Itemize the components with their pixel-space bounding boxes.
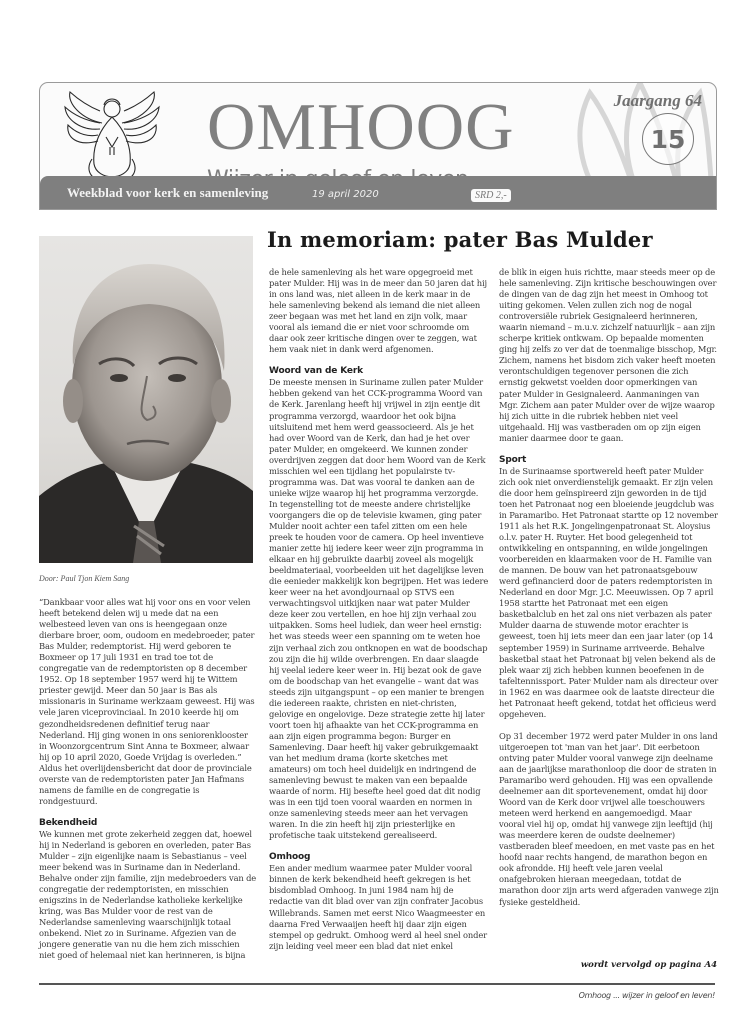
section-heading-bekendheid: Bekendheid bbox=[39, 817, 98, 828]
article-headline: In memoriam: pater Bas Mulder bbox=[267, 227, 653, 252]
issue-number-text: 15 bbox=[650, 124, 686, 154]
paragraph: de blik in eigen huis richtte, maar steeds meer op de hele samenleving. Zijn kritische beschouwingen over de dingen van de dag zijn het meest in Omhoog tot uiting gekomen. Velen zullen zich nog de nogal controversiële rubriek Gesignaleerd herinneren, waarin niemand – m.u.v. zichzelf natuurlijk – aan zijn scherpe kritiek ontkwam. Op bepaalde momenten ging hij zelfs zo ver dat de toenmalige bisschop, Mgr. Zichem, namens het bisdom zich vaker heeft moeten verontschuldigen tegenover personen die zich ernstig gekwetst voelden door opmerkingen van pater Mulder in Gesignaleerd. Aanmaningen van Mgr. Zichem aan pater Mulder over de wijze waarop hij zich uitte in die rubriek hebben niet veel uitgehaald. Hij was vastberaden om op zijn eigen manier daarmee door te gaan. bbox=[499, 267, 717, 443]
paragraph: De meeste mensen in Suriname zullen pater Mulder hebben gekend van het CCK-programma Woord van de Kerk. Jarenlang heeft hij vrijwel in zijn eentje dit programma verzorgd, waardoor het ook bijna uitsluitend met hem werd geassocieerd. Als je het had over Woord van de Kerk, dan had je het over pater Mulder, en omgekeerd. We kunnen zonder overdrijven zeggen dat door hem Woord van de Kerk misschien wel een tijdlang het populairste tv-programma was. Dat was vooral te danken aan de unieke wijze waarop hij het programma verzorgde. In tegenstelling tot de meeste andere christelijke voorgangers die op de televisie kwamen, ging pater Mulder nooit achter een tafel zitten om een hele preek te houden voor de camera. Op heel inventieve manier zette hij iedere keer weer zijn programma in elkaar en hij gebruikte daarbij zoveel als mogelijk beeldmateriaal, voorbeelden uit het dagelijkse leven die eenieder makkelijk kon begrijpen. Het was iedere keer weer na het avondjournaal op STVS een verwachtingsvol uitkijken naar wat pater Mulder deze keer zou vertellen, en hoe hij zijn verhaal zou uitpakken. Soms heel ludiek, dan weer heel ernstig: het was steeds weer een spanning om te weten hoe zijn verhaal zich zou ontknopen en wat de boodschap zou zijn die hij wilde overbrengen. En daar slaagde hij veelal iedere keer weer in. Hij bezat ook de gave om de boodschap van het evangelie – want dat was steeds zijn uitgangspunt – op een manier te brengen die iedereen raakte, christen en niet-christen, gelovige en ongelovige. Deze strategie zette hij later voort toen hij afhaakte van het CCK-programma en aan zijn eigen programma begon: Burger en Samenleving. Daar heeft hij vaker gebruikgemaakt van het medium drama (korte sketches met amateurs) om toch heel duidelijk en indringend de samenleving bewust te maken van een bepaalde waarde of norm. Hij besefte heel goed dat dit nodig was in een tijd toen vooral waarden en normen in onze samenleving steeds meer aan het vervagen waren. In die zin heeft hij zijn priesterlijke en profetische taak uitstekend gerealiseerd. bbox=[269, 377, 489, 841]
paragraph: Een ander medium waarmee pater Mulder vooral binnen de kerk bekendheid heeft gekregen is het bisdomblad Omhoog. In juni 1984 nam hij de redactie van dit blad over van zijn confrater Jacobus Willebrands. Samen met eerst Nico Waagmeester en daarna Fred Verwaaijen heeft hij daar zijn eigen stempel op gedrukt. Omhoog werd al heel snel onder zijn leiding veel meer een blad dat niet enkel bbox=[269, 863, 487, 951]
portrait-illustration bbox=[39, 236, 253, 563]
issue-date: 19 april 2020 bbox=[312, 189, 379, 200]
paragraph: de hele samenleving als het ware opgegroeid met pater Mulder. Hij was in de meer dan 50 jaren dat hij in ons land was, niet alleen in de kerk maar in de hele samenleving bekend als iemand die niet alleen zeer begaan was met het land en zijn volk, maar vooral als iemand die er niet voor schroomde om daar ook zeer kritische dingen over te zeggen, wat hem vaak niet in dank werd afgenomen. bbox=[269, 267, 487, 355]
paragraph: “Dankbaar voor alles wat hij voor ons en voor velen heeft betekend delen wij u mede dat na een welbesteed leven van ons is heengegaan onze dierbare broer, oom, oudoom en medebroeder, pater Bas Mulder, redemptorist. Hij werd geboren te Boxmeer op 17 juli 1931 en trad toe tot de congregatie van de redemptoristen op 8 december 1952. Op 18 september 1957 werd hij te Wittem priester gewijd. Meer dan 50 jaar is Bas als missionaris in Suriname werkzaam geweest. Hij was vele jaren viceprovinciaal. In 2010 keerde hij om gezondheidsredenen definitief terug naar Nederland. Hij ging wonen in ons seniorenklooster in Woonzorgcentrum Sint Anna te Boxmeer, alwaar hij op 10 april 2020, Goede Vrijdag is overleden.” Aldus het overlijdensbericht dat door de provinciale overste van de redemptoristen pater Jan Hafmans namens de familie en de congregatie is rondgestuurd. bbox=[39, 597, 255, 806]
footer-slogan: Omhoog ... wijzer in geloof en leven! bbox=[578, 991, 715, 1000]
volume-label: Jaargang 64 bbox=[613, 91, 702, 110]
tagline: Weekblad voor kerk en samenleving bbox=[67, 185, 269, 200]
article-column-3 bbox=[499, 267, 719, 919]
article-column-2 bbox=[269, 267, 489, 963]
publication-title: OMHOOG bbox=[207, 90, 515, 164]
price-badge: SRD 2,- bbox=[471, 189, 511, 202]
angel-logo-icon bbox=[62, 89, 162, 185]
photo-caption: Door: Paul Tjon Kiem Sang bbox=[39, 574, 130, 583]
article-column-1 bbox=[39, 597, 257, 972]
masthead bbox=[39, 82, 717, 210]
footer-divider bbox=[39, 983, 715, 985]
paragraph: We kunnen met grote zekerheid zeggen dat, hoewel hij in Nederland is geboren en overleden, pater Bas Mulder – zijn eigenlijke naam is Sebastianus – veel meer bekend was in Suriname dan in Nederland. Behalve onder zijn familie, zijn medebroeders van de congregatie der redemptoristen, en misschien enigszins in de Nederlandse katholieke kerkelijke kring, was Bas Mulder voor de rest van de Nederlandse samenleving waarschijnlijk totaal onbekend. Niet zo in Suriname. Afgezien van de jongere generatie van nu die hem zich misschien niet goed of helemaal niet kan herinneren, is bijna bbox=[39, 828, 257, 961]
paragraph: In de Surinaamse sportwereld heeft pater Mulder zich ook niet onverdienstelijk gemaakt. Er zijn velen die door hem geïnspireerd zijn geworden in de tijd toen het Patronaat nog een bloeiende jeugdclub was in Paramaribo. Het Patronaat startte op 12 november 1911 als het R.K. Jongelingenpatronaat St. Aloysius o.l.v. pater H. Ruyter. Het bood gelegenheid tot ontwikkeling en ontspanning, en wilde jongelingen voorbereiden en klaarmaken voor de H. Familie van de mannen. De bouw van het patronaatsgebouw werd gefinancierd door de paters redemptoristen in Nederland en door Mgr. J.C. Meeuwissen. Op 7 april 1958 startte het Patronaat met een eigen basketbalclub en het zal ons niet verbazen als pater Mulder daarna de stuwende motor erachter is geweest, toen hij iets meer dan een jaar later (op 14 september 1959) in Suriname arriveerde. Behalve basketbal staat het Patronaat bij velen bekend als de plek waar zij zich hebben kunnen beoefenen in de tafeltennissport. Pater Mulder nam als directeur over in 1962 en was daarmee ook de laatste directeur die het Patronaat heeft gekend, totdat het officieus werd opgeheven. bbox=[499, 465, 719, 719]
section-heading-sport: Sport bbox=[499, 454, 527, 465]
section-heading-omhoog: Omhoog bbox=[269, 852, 311, 863]
issue-number bbox=[642, 113, 694, 165]
paragraph: Op 31 december 1972 werd pater Mulder in ons land uitgeroepen tot 'man van het jaar'. Dit eerbetoon ontving pater Mulder vooral vanwege zijn deelname aan de jaarlijkse marathonloop die door de straten in Paramaribo werd gehouden. Hij was een opvallende deelnemer aan dit sportevenement, omdat hij door Woord van de Kerk door vrijwel alle toeschouwers meteen werd herkend en aangemoedigd. Maar vooral viel hij op, omdat hij vanwege zijn leeftijd (hij was meerdere keren de oudste deelnemer) vastberaden bleef meedoen, en met vaste pas en het hoofd naar rechts hangend, de marathon begon en ook afrondde. Hij heeft vele jaren veelal onafgebroken hieraan meegedaan, totdat de marathon door zijn arts werd afgeraden vanwege zijn fysieke gesteldheid. bbox=[499, 730, 719, 907]
masthead-bar bbox=[40, 176, 716, 209]
portrait-photo bbox=[39, 236, 253, 563]
section-heading-woord-van-de-kerk: Woord van de Kerk bbox=[269, 366, 363, 377]
continued-notice: wordt vervolgd op pagina A4 bbox=[580, 960, 717, 970]
